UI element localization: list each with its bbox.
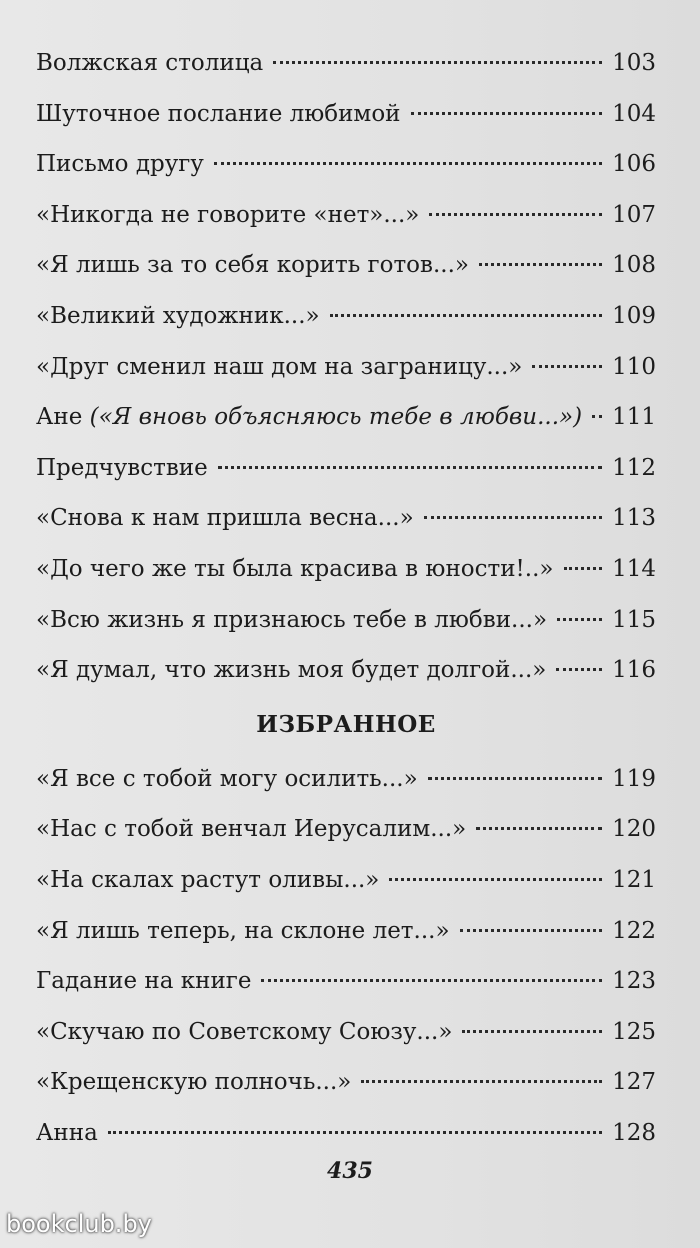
toc-entry-title-text: Письмо другу: [36, 151, 204, 178]
toc-entry-page: 112: [612, 454, 656, 481]
toc-entry-title-text: Ане: [36, 404, 90, 431]
toc-entry-title: [36, 493, 420, 544]
watermark: bookclub.by: [6, 1210, 152, 1238]
dot-leader: [361, 1062, 602, 1083]
toc-entry-title-text: Гадание на книге: [36, 968, 252, 995]
toc-entry-page: 110: [612, 353, 656, 380]
toc-entry-title: [36, 443, 214, 494]
toc-entry-title-text: «Крещенскую полночь...»: [36, 1069, 352, 1096]
toc-entry-subtitle: («Я вновь объясняюсь тебе в любви...»): [89, 404, 583, 431]
toc-entry-title-text: Анна: [36, 1119, 98, 1146]
toc-entry-title: [36, 291, 326, 342]
toc-entry: [36, 240, 656, 291]
dot-leader: [460, 910, 603, 931]
toc-entry-title: [36, 595, 553, 646]
toc-entry-title-text: Шуточное послание любимой: [36, 100, 401, 127]
toc-entry: [36, 1057, 656, 1108]
toc-entry-page: 104: [612, 100, 656, 127]
toc-entry-page: 119: [612, 765, 656, 792]
toc-list-bottom: [36, 754, 656, 1159]
toc-entry-page: 113: [612, 505, 656, 532]
toc-entry-title: [36, 240, 475, 291]
page-number: 435: [327, 1158, 373, 1184]
toc-entry: [36, 544, 656, 595]
toc-entry: [36, 443, 656, 494]
dot-leader: [556, 650, 602, 671]
toc-entry: [36, 956, 656, 1007]
toc-entry-title: [36, 1057, 357, 1108]
toc-entry-title: [36, 190, 425, 241]
toc-entry-title-text: «До чего же ты была красива в юности!..»: [36, 555, 554, 582]
toc-entry-page: 120: [612, 816, 656, 843]
dot-leader: [532, 346, 602, 367]
toc-entry: [36, 89, 656, 140]
toc-entry-page: 125: [612, 1018, 656, 1045]
toc-entry: [36, 906, 656, 957]
dot-leader: [429, 194, 602, 215]
toc-entry-page: 123: [612, 968, 656, 995]
toc-entry-title-text: «Я думал, что жизнь моя будет долгой...»: [36, 657, 547, 684]
toc-entry-title: [36, 544, 560, 595]
toc-entry-page: 128: [612, 1119, 656, 1146]
toc-entry-title-text: «Я лишь теперь, на склоне лет...»: [36, 917, 450, 944]
toc-entry: [36, 1007, 656, 1058]
table-of-contents: [36, 38, 656, 1158]
toc-entry-title: [36, 645, 552, 696]
toc-entry-title: [36, 855, 385, 906]
toc-entry: [36, 392, 656, 443]
toc-entry-title-text: «Всю жизнь я признаюсь тебе в любви...»: [36, 606, 548, 633]
dot-leader: [214, 144, 602, 165]
dot-leader: [411, 93, 603, 114]
toc-entry-page: 108: [612, 252, 656, 279]
toc-entry-title-text: «Нас с тобой венчал Иерусалим...»: [36, 816, 467, 843]
dot-leader: [428, 758, 602, 779]
toc-entry: [36, 1108, 656, 1159]
section-heading: ИЗБРАННОЕ: [256, 710, 436, 738]
dot-leader: [218, 447, 602, 468]
dot-leader: [261, 961, 602, 982]
toc-entry: [36, 190, 656, 241]
toc-entry-title: [36, 956, 257, 1007]
toc-entry-title-text: «Никогда не говорите «нет»...»: [36, 201, 420, 228]
toc-entry-title-text: «На скалах растут оливы...»: [36, 866, 380, 893]
toc-entry-page: 107: [612, 201, 656, 228]
toc-entry: [36, 804, 656, 855]
toc-entry: [36, 291, 656, 342]
dot-leader: [273, 43, 602, 64]
toc-entry-title: [36, 1108, 104, 1159]
toc-entry-page: 109: [612, 302, 656, 329]
toc-entry-title: [36, 139, 210, 190]
toc-entry-title-text: «Скучаю по Советскому Союзу...»: [36, 1018, 453, 1045]
toc-entry-title-text: Предчувствие: [36, 454, 208, 481]
toc-list-top: [36, 38, 656, 696]
toc-entry-title: [36, 906, 456, 957]
toc-entry-page: 116: [612, 657, 656, 684]
toc-entry-title: [36, 38, 269, 89]
toc-entry: [36, 38, 656, 89]
dot-leader: [592, 397, 602, 418]
toc-entry-title-text: «Друг сменил наш дом на заграницу...»: [36, 353, 523, 380]
toc-entry-page: 106: [612, 151, 656, 178]
dot-leader: [462, 1011, 602, 1032]
toc-entry-title-text: «Снова к нам пришла весна...»: [36, 505, 414, 532]
toc-entry-title: [36, 342, 528, 393]
dot-leader: [424, 498, 602, 519]
toc-entry-title-text: Волжская столица: [36, 50, 264, 76]
dot-leader: [108, 1112, 602, 1133]
toc-entry-page: 115: [612, 606, 656, 633]
toc-entry-title: [36, 89, 407, 140]
toc-entry: [36, 342, 656, 393]
toc-entry-page: 122: [612, 917, 656, 944]
toc-entry-title-text: «Я все с тобой могу осилить...»: [36, 765, 418, 792]
dot-leader: [479, 245, 602, 266]
toc-entry: [36, 754, 656, 805]
toc-entry: [36, 855, 656, 906]
toc-entry: [36, 595, 656, 646]
toc-entry-page: 121: [612, 866, 656, 893]
dot-leader: [330, 296, 603, 317]
toc-entry-title: [36, 392, 588, 443]
toc-entry-page: 103: [612, 50, 656, 76]
toc-entry-page: 111: [612, 404, 656, 431]
toc-entry-page: 114: [612, 555, 656, 582]
toc-entry-title: [36, 1007, 458, 1058]
toc-entry: [36, 139, 656, 190]
toc-entry-title-text: «Великий художник...»: [36, 302, 320, 329]
dot-leader: [564, 549, 603, 570]
toc-entry: [36, 645, 656, 696]
toc-entry-title: [36, 754, 424, 805]
toc-entry-page: 127: [612, 1069, 656, 1096]
dot-leader: [557, 599, 602, 620]
toc-entry: [36, 493, 656, 544]
toc-entry-title: [36, 804, 472, 855]
toc-entry-title-text: «Я лишь за то себя корить готов...»: [36, 252, 469, 279]
dot-leader: [476, 809, 602, 830]
dot-leader: [389, 860, 602, 881]
